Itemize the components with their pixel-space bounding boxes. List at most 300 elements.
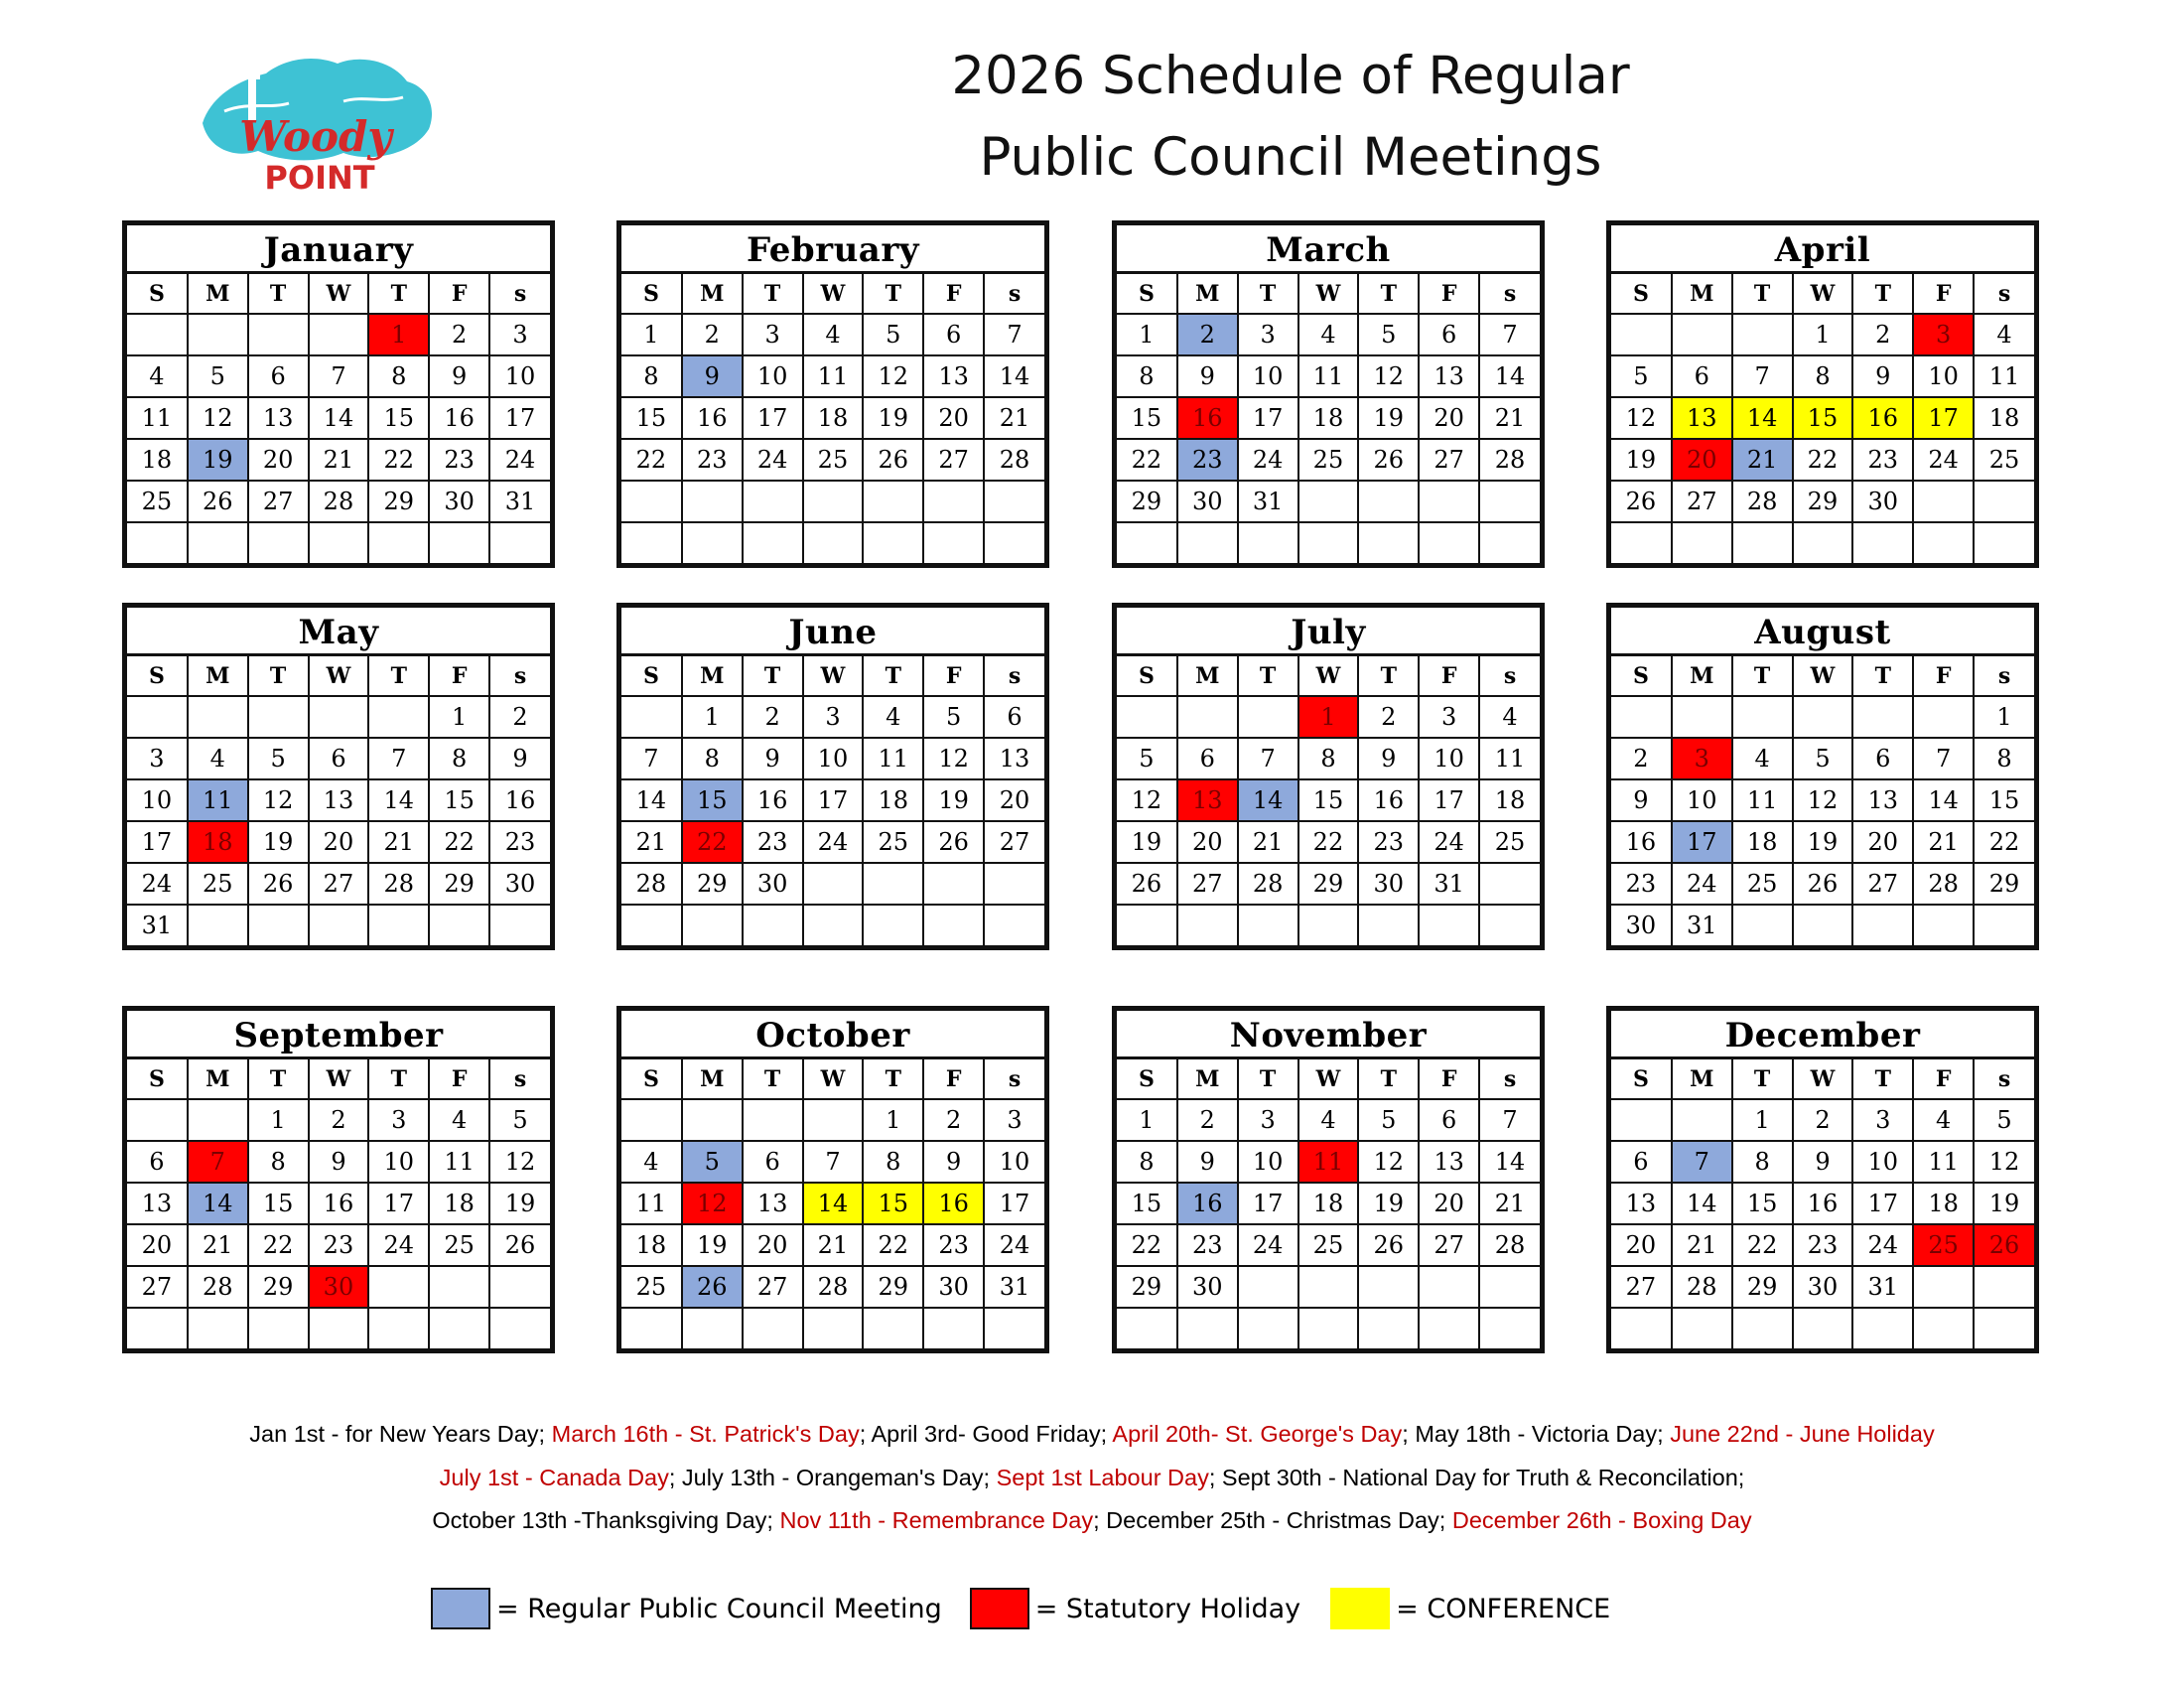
week-row: [1117, 481, 1540, 522]
day-cell: 20: [984, 779, 1044, 821]
weekday-header-row: [1611, 656, 2034, 696]
week-row: [621, 779, 1044, 821]
empty-cell: [863, 481, 923, 522]
empty-cell: [368, 522, 429, 563]
day-cell-holiday: 20: [1672, 439, 1732, 481]
day-cell: 29: [429, 863, 489, 905]
day-cell-meeting: 19: [188, 439, 248, 481]
day-cell: 12: [1611, 397, 1672, 439]
day-cell: 27: [923, 439, 984, 481]
day-cell: 27: [309, 863, 369, 905]
day-cell: 25: [1732, 863, 1793, 905]
empty-cell: [1672, 696, 1732, 738]
day-cell: 21: [309, 439, 369, 481]
weekday-label: S: [1117, 1059, 1177, 1099]
day-cell: 29: [1298, 863, 1359, 905]
empty-cell: [863, 863, 923, 905]
week-row: [621, 1183, 1044, 1224]
week-row: [621, 481, 1044, 522]
day-cell: 27: [1611, 1266, 1672, 1308]
day-cell: 19: [863, 397, 923, 439]
week-row: [1611, 355, 2034, 397]
empty-cell: [1913, 1266, 1974, 1308]
day-cell: 19: [923, 779, 984, 821]
empty-cell: [1479, 863, 1540, 905]
empty-cell: [984, 481, 1044, 522]
empty-cell: [1238, 522, 1298, 563]
month-grid: [621, 656, 1044, 945]
day-cell: 7: [1913, 738, 1974, 779]
weekday-label: s: [1974, 1059, 2034, 1099]
weekday-label: M: [1672, 656, 1732, 696]
day-cell: 5: [1974, 1099, 2034, 1141]
weekday-label: W: [1298, 274, 1359, 314]
day-cell: 13: [1611, 1183, 1672, 1224]
week-row: [1611, 738, 2034, 779]
day-cell: 15: [1117, 397, 1177, 439]
empty-cell: [923, 905, 984, 945]
day-cell: 19: [1117, 821, 1177, 863]
weekday-label: T: [863, 656, 923, 696]
day-cell: 6: [127, 1141, 188, 1183]
day-cell: 1: [621, 314, 682, 355]
day-cell: 31: [1419, 863, 1479, 905]
day-cell: 5: [1117, 738, 1177, 779]
day-cell: 10: [984, 1141, 1044, 1183]
day-cell-conference: 16: [923, 1183, 984, 1224]
empty-cell: [803, 481, 864, 522]
day-cell: 18: [127, 439, 188, 481]
empty-cell: [309, 905, 369, 945]
week-row: [1611, 1099, 2034, 1141]
day-cell: 3: [489, 314, 550, 355]
empty-cell: [429, 905, 489, 945]
weekday-label: M: [1177, 274, 1238, 314]
weekday-label: W: [803, 656, 864, 696]
day-cell: 18: [1974, 397, 2034, 439]
empty-cell: [1974, 1308, 2034, 1348]
weekday-label: T: [248, 274, 309, 314]
week-row: [1117, 439, 1540, 481]
empty-cell: [984, 905, 1044, 945]
note-line: [40, 1499, 2144, 1543]
day-cell: 7: [1238, 738, 1298, 779]
day-cell: 24: [803, 821, 864, 863]
weekday-label: S: [621, 656, 682, 696]
week-row: [1117, 1183, 1540, 1224]
empty-cell: [621, 1099, 682, 1141]
holiday-note: ; December 25th - Christmas Day;: [1093, 1507, 1452, 1533]
empty-cell: [188, 696, 248, 738]
legend-item-holiday: [970, 1588, 1300, 1629]
holiday-note: ; April 3rd- Good Friday;: [859, 1421, 1113, 1447]
empty-cell: [1177, 1308, 1238, 1348]
day-cell: 30: [1177, 481, 1238, 522]
empty-cell: [188, 1308, 248, 1348]
day-cell: 31: [1238, 481, 1298, 522]
week-row: [1611, 314, 2034, 355]
day-cell: 4: [127, 355, 188, 397]
week-row: [1117, 355, 1540, 397]
weekday-label: T: [368, 274, 429, 314]
week-row: [127, 314, 550, 355]
day-cell: 27: [1852, 863, 1913, 905]
statutory-holiday-note: March 16th - St. Patrick's Day: [551, 1421, 860, 1447]
day-cell: 12: [248, 779, 309, 821]
title-line-2: Public Council Meetings: [979, 127, 1602, 188]
empty-cell: [1177, 522, 1238, 563]
empty-cell: [1732, 522, 1793, 563]
legend-item-conference: [1330, 1588, 1610, 1629]
weekday-label: S: [621, 1059, 682, 1099]
day-cell: 18: [1913, 1183, 1974, 1224]
day-cell: 26: [1358, 1224, 1419, 1266]
empty-cell: [923, 863, 984, 905]
month-grid: [1611, 656, 2034, 945]
day-cell: 31: [489, 481, 550, 522]
empty-cell: [1358, 1266, 1419, 1308]
day-cell: 18: [863, 779, 923, 821]
note-line: [40, 1457, 2144, 1500]
weekday-label: T: [248, 656, 309, 696]
day-cell-meeting: 16: [1177, 1183, 1238, 1224]
day-cell: 13: [923, 355, 984, 397]
week-row: [621, 1099, 1044, 1141]
day-cell: 28: [1913, 863, 1974, 905]
day-cell: 27: [127, 1266, 188, 1308]
day-cell: 10: [1238, 1141, 1298, 1183]
week-row: [127, 1266, 550, 1308]
week-row: [1117, 696, 1540, 738]
weekday-label: S: [127, 656, 188, 696]
day-cell: 13: [248, 397, 309, 439]
day-cell-holiday: 3: [1913, 314, 1974, 355]
day-cell: 10: [1913, 355, 1974, 397]
week-row: [1117, 314, 1540, 355]
day-cell: 19: [1358, 397, 1419, 439]
day-cell: 9: [1177, 1141, 1238, 1183]
empty-cell: [489, 1308, 550, 1348]
empty-cell: [1298, 905, 1359, 945]
week-row: [127, 481, 550, 522]
day-cell: 14: [1913, 779, 1974, 821]
day-cell: 22: [1117, 1224, 1177, 1266]
week-row: [621, 863, 1044, 905]
empty-cell: [621, 905, 682, 945]
week-row: [1611, 439, 2034, 481]
weekday-label: W: [1793, 656, 1853, 696]
weekday-label: S: [1611, 1059, 1672, 1099]
empty-cell: [1479, 481, 1540, 522]
weekday-label: S: [621, 274, 682, 314]
statutory-holiday-note: July 1st - Canada Day: [439, 1464, 669, 1490]
empty-cell: [621, 522, 682, 563]
day-cell: 27: [1419, 439, 1479, 481]
day-cell: 1: [1117, 1099, 1177, 1141]
week-row: [127, 397, 550, 439]
day-cell: 9: [923, 1141, 984, 1183]
weekday-header-row: [621, 656, 1044, 696]
weekday-header-row: [127, 274, 550, 314]
day-cell: 4: [1913, 1099, 1974, 1141]
week-row: [1611, 1266, 2034, 1308]
weekday-header-row: [621, 1059, 1044, 1099]
month-february: [616, 220, 1049, 568]
day-cell: 8: [1117, 1141, 1177, 1183]
empty-cell: [1298, 522, 1359, 563]
day-cell: 27: [1177, 863, 1238, 905]
day-cell: 2: [309, 1099, 369, 1141]
day-cell-meeting: 14: [1238, 779, 1298, 821]
week-row: [621, 1308, 1044, 1348]
day-cell: 1: [1793, 314, 1853, 355]
day-cell: 26: [248, 863, 309, 905]
day-cell-holiday: 1: [368, 314, 429, 355]
day-cell: 4: [188, 738, 248, 779]
day-cell: 23: [1177, 1224, 1238, 1266]
conference-swatch: [1330, 1588, 1390, 1629]
day-cell: 3: [127, 738, 188, 779]
empty-cell: [1238, 905, 1298, 945]
day-cell: 6: [1852, 738, 1913, 779]
empty-cell: [1479, 1266, 1540, 1308]
day-cell-holiday: 25: [1913, 1224, 1974, 1266]
day-cell: 7: [368, 738, 429, 779]
weekday-label: M: [1672, 274, 1732, 314]
statutory-holiday-note: December 26th - Boxing Day: [1451, 1507, 1752, 1533]
day-cell: 21: [1479, 1183, 1540, 1224]
day-cell: 13: [1419, 355, 1479, 397]
weekday-label: T: [863, 274, 923, 314]
week-row: [1117, 1266, 1540, 1308]
day-cell: 12: [1793, 779, 1853, 821]
day-cell: 1: [248, 1099, 309, 1141]
empty-cell: [1238, 696, 1298, 738]
empty-cell: [863, 522, 923, 563]
week-row: [1117, 738, 1540, 779]
empty-cell: [127, 314, 188, 355]
week-row: [127, 1141, 550, 1183]
day-cell: 23: [682, 439, 743, 481]
week-row: [1117, 821, 1540, 863]
day-cell: 12: [863, 355, 923, 397]
day-cell: 20: [1419, 397, 1479, 439]
empty-cell: [188, 1099, 248, 1141]
day-cell-holiday: 30: [309, 1266, 369, 1308]
day-cell-conference: 16: [1852, 397, 1913, 439]
day-cell: 1: [682, 696, 743, 738]
day-cell: 8: [1793, 355, 1853, 397]
day-cell: 28: [803, 1266, 864, 1308]
day-cell: 1: [1974, 696, 2034, 738]
empty-cell: [1298, 1308, 1359, 1348]
empty-cell: [1974, 1266, 2034, 1308]
month-july: [1112, 603, 1545, 950]
day-cell: 24: [1672, 863, 1732, 905]
note-line: [40, 1413, 2144, 1457]
empty-cell: [429, 522, 489, 563]
day-cell: 4: [429, 1099, 489, 1141]
day-cell: 29: [1732, 1266, 1793, 1308]
month-january: [122, 220, 555, 568]
weekday-label: M: [188, 274, 248, 314]
day-cell: 18: [1732, 821, 1793, 863]
day-cell: 13: [127, 1183, 188, 1224]
week-row: [621, 1266, 1044, 1308]
empty-cell: [803, 1099, 864, 1141]
day-cell: 26: [923, 821, 984, 863]
day-cell: 24: [984, 1224, 1044, 1266]
day-cell: 25: [621, 1266, 682, 1308]
day-cell: 1: [429, 696, 489, 738]
empty-cell: [803, 1308, 864, 1348]
day-cell: 26: [1358, 439, 1419, 481]
day-cell: 23: [743, 821, 803, 863]
day-cell: 17: [803, 779, 864, 821]
legend-item-meeting: [431, 1588, 942, 1629]
empty-cell: [1974, 905, 2034, 945]
day-cell: 15: [1298, 779, 1359, 821]
day-cell: 28: [1479, 439, 1540, 481]
week-row: [621, 522, 1044, 563]
day-cell: 29: [368, 481, 429, 522]
empty-cell: [803, 522, 864, 563]
day-cell: 4: [621, 1141, 682, 1183]
day-cell: 4: [1974, 314, 2034, 355]
weekday-label: s: [1479, 274, 1540, 314]
empty-cell: [309, 314, 369, 355]
empty-cell: [368, 1308, 429, 1348]
day-cell: 25: [803, 439, 864, 481]
day-cell-meeting: 15: [682, 779, 743, 821]
week-row: [127, 821, 550, 863]
day-cell: 30: [923, 1266, 984, 1308]
day-cell: 9: [489, 738, 550, 779]
day-cell: 17: [489, 397, 550, 439]
empty-cell: [1913, 1308, 1974, 1348]
day-cell: 10: [1852, 1141, 1913, 1183]
day-cell: 10: [1419, 738, 1479, 779]
day-cell: 27: [248, 481, 309, 522]
day-cell: 17: [1419, 779, 1479, 821]
day-cell: 25: [188, 863, 248, 905]
day-cell-holiday: 12: [682, 1183, 743, 1224]
day-cell: 3: [984, 1099, 1044, 1141]
day-cell: 6: [1419, 314, 1479, 355]
weekday-label: W: [309, 1059, 369, 1099]
weekday-label: M: [1177, 1059, 1238, 1099]
week-row: [127, 522, 550, 563]
day-cell: 28: [1732, 481, 1793, 522]
day-cell: 12: [1358, 1141, 1419, 1183]
day-cell: 12: [923, 738, 984, 779]
week-row: [1117, 779, 1540, 821]
empty-cell: [1238, 1308, 1298, 1348]
day-cell: 6: [1177, 738, 1238, 779]
day-cell: 23: [1611, 863, 1672, 905]
weekday-label: T: [1732, 1059, 1793, 1099]
weekday-label: s: [489, 274, 550, 314]
day-cell-holiday: 3: [1672, 738, 1732, 779]
month-name: March: [1117, 225, 1540, 274]
empty-cell: [743, 1308, 803, 1348]
empty-cell: [1913, 905, 1974, 945]
month-name: November: [1117, 1011, 1540, 1059]
month-name: February: [621, 225, 1044, 274]
day-cell: 21: [1238, 821, 1298, 863]
day-cell: 19: [489, 1183, 550, 1224]
day-cell: 15: [1117, 1183, 1177, 1224]
day-cell: 4: [803, 314, 864, 355]
day-cell: 19: [1611, 439, 1672, 481]
empty-cell: [803, 905, 864, 945]
empty-cell: [1419, 481, 1479, 522]
weekday-header-row: [1611, 274, 2034, 314]
day-cell: 7: [1479, 314, 1540, 355]
day-cell: 10: [1238, 355, 1298, 397]
empty-cell: [1913, 522, 1974, 563]
week-row: [621, 1224, 1044, 1266]
day-cell: 21: [1479, 397, 1540, 439]
weekday-header-row: [1117, 1059, 1540, 1099]
day-cell: 1: [863, 1099, 923, 1141]
weekday-label: M: [682, 274, 743, 314]
day-cell: 23: [1852, 439, 1913, 481]
day-cell: 22: [1298, 821, 1359, 863]
empty-cell: [1419, 905, 1479, 945]
empty-cell: [1672, 1099, 1732, 1141]
empty-cell: [1298, 481, 1359, 522]
day-cell: 17: [127, 821, 188, 863]
statutory-holiday-note: June 22nd - June Holiday: [1670, 1421, 1935, 1447]
empty-cell: [1117, 696, 1177, 738]
weekday-label: S: [127, 1059, 188, 1099]
day-cell: 2: [1852, 314, 1913, 355]
day-cell: 22: [1117, 439, 1177, 481]
weekday-label: M: [188, 656, 248, 696]
day-cell: 14: [1672, 1183, 1732, 1224]
weekday-label: S: [1611, 274, 1672, 314]
week-row: [1611, 397, 2034, 439]
empty-cell: [682, 905, 743, 945]
day-cell: 28: [188, 1266, 248, 1308]
month-grid: [1117, 274, 1540, 563]
day-cell: 10: [127, 779, 188, 821]
weekday-label: s: [489, 656, 550, 696]
empty-cell: [1852, 905, 1913, 945]
empty-cell: [127, 1099, 188, 1141]
day-cell: 18: [803, 397, 864, 439]
day-cell: 30: [1793, 1266, 1853, 1308]
day-cell: 9: [1358, 738, 1419, 779]
day-cell: 23: [309, 1224, 369, 1266]
day-cell: 14: [1479, 355, 1540, 397]
day-cell: 5: [923, 696, 984, 738]
weekday-label: M: [682, 1059, 743, 1099]
weekday-label: M: [1672, 1059, 1732, 1099]
weekday-label: T: [1852, 1059, 1913, 1099]
weekday-label: F: [1419, 656, 1479, 696]
day-cell-conference: 15: [863, 1183, 923, 1224]
empty-cell: [1238, 1266, 1298, 1308]
weekday-label: T: [1852, 656, 1913, 696]
day-cell: 2: [743, 696, 803, 738]
empty-cell: [863, 905, 923, 945]
weekday-label: F: [1419, 1059, 1479, 1099]
day-cell: 28: [309, 481, 369, 522]
day-cell: 20: [1852, 821, 1913, 863]
week-row: [127, 905, 550, 945]
